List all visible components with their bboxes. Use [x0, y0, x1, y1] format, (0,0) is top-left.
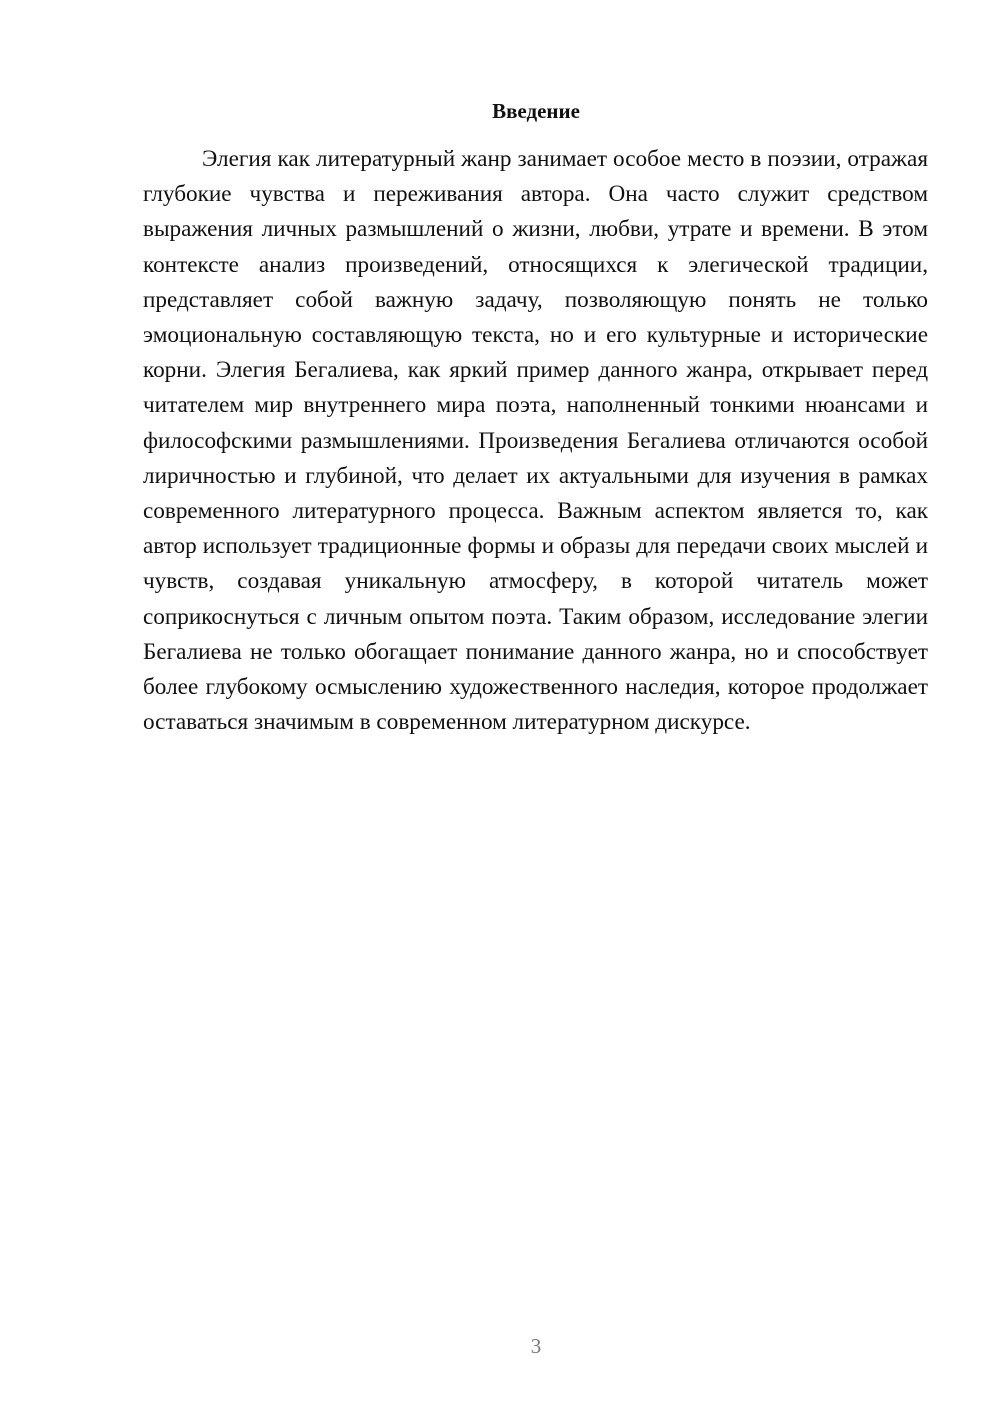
page-number: 3 — [530, 1334, 542, 1358]
section-heading: Введение — [492, 99, 580, 123]
body-paragraph: Элегия как литературный жанр занимает особое место в поэзии, отражая глубокие чувства и переживания автора. Она часто служит средством выражения личных размышлений о жизни, любви, утрате и времени. В этом контексте анализ произведений, относящихся к элегической традиции, представляет собой важную задачу, позволяющую понять не только эмоциональную составляющую текста, но и его культурные и исторические корни. Элегия Бегалиева, как яркий пример данного жанра, открывает перед читателем мир внутреннего мира поэта, наполненный тонкими нюансами и философскими размышлениями. Произведения Бегалиева отличаются особой лиричностью и глубиной, что делает их актуальными для изучения в рамках современного литературного процесса. Важным аспектом является то, как автор использует традиционные формы и образы для передачи своих мыслей и чувств, создавая уникальную атмосферу, в которой читатель может соприкоснуться с личным опытом поэта. Таким образом, исследование элегии Бегалиева не только обогащает понимание данного жанра, но и способствует более глубокому осмыслению художественного наследия, которое продолжает оставаться значимым в современном литературном дискурсе. — [143, 146, 928, 736]
